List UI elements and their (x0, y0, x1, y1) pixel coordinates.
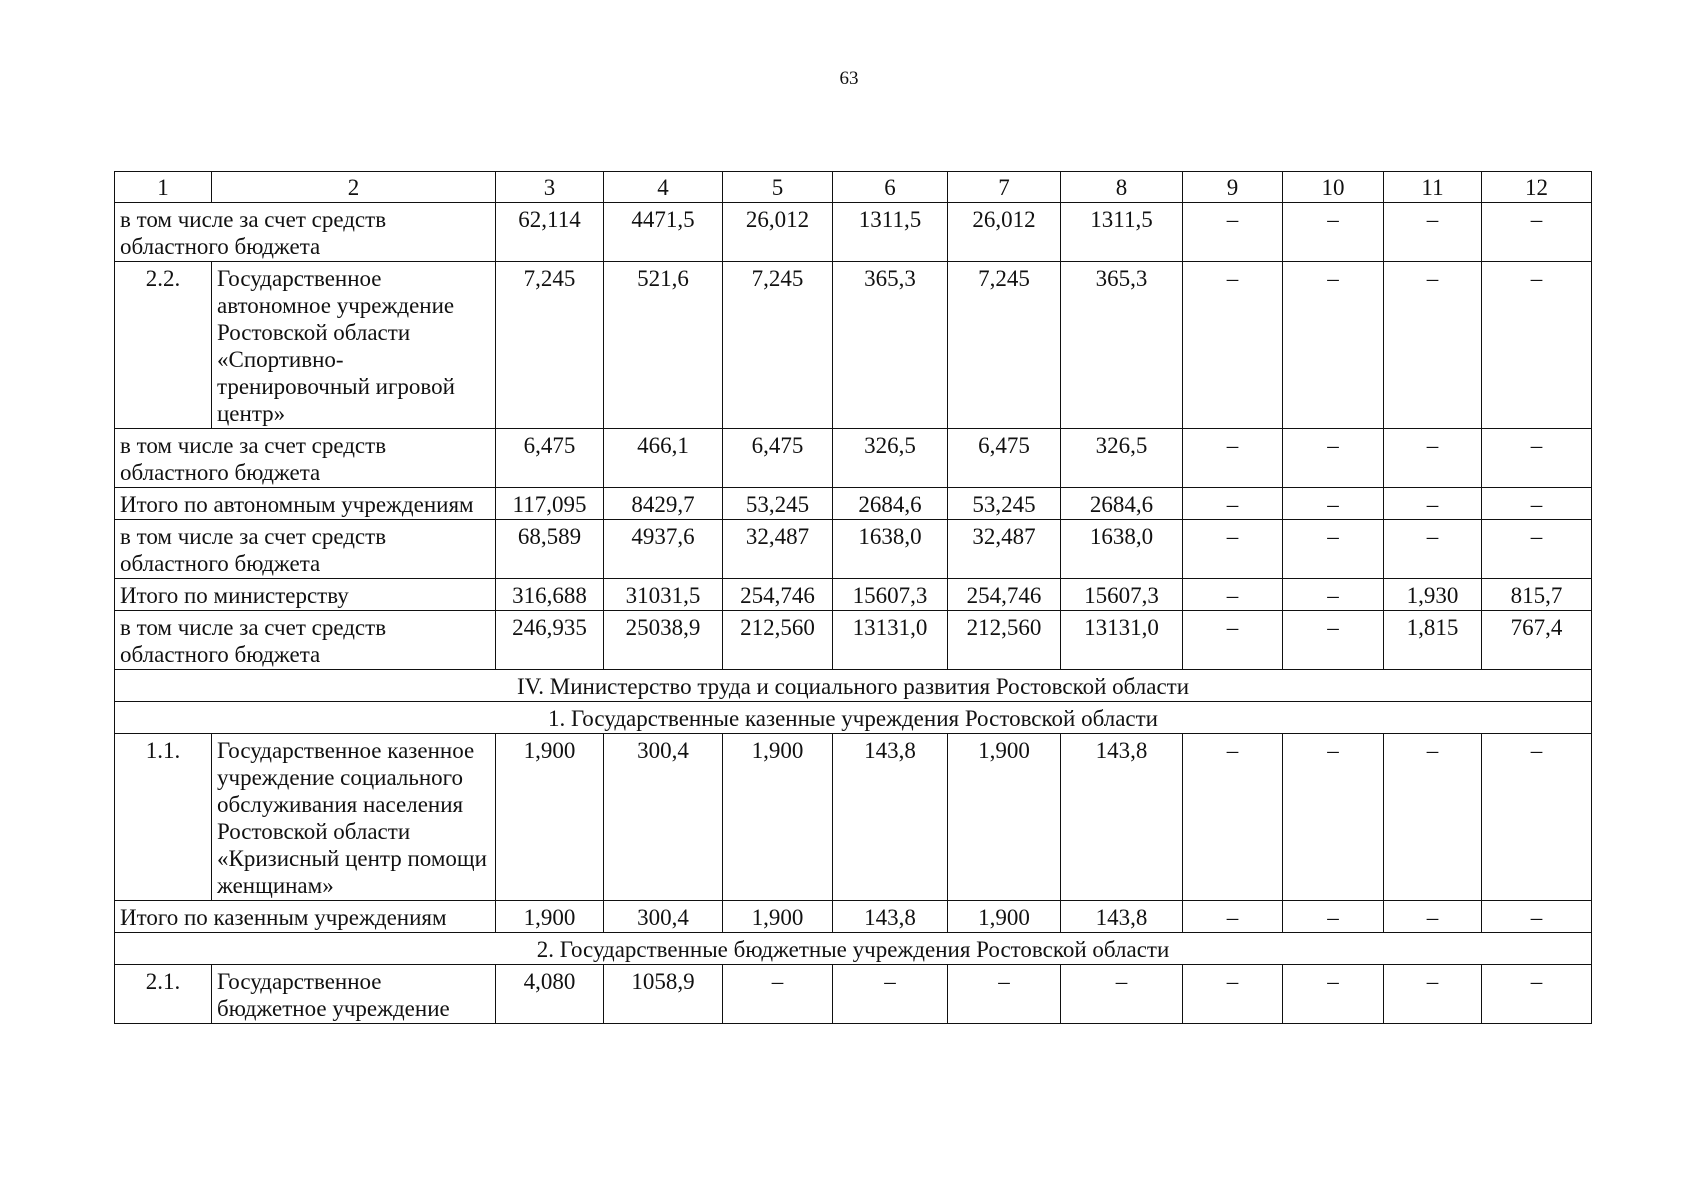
section-title: IV. Министерство труда и социального развития Ростовской области (115, 670, 1592, 702)
value-cell: – (1183, 965, 1283, 1024)
value-cell: 53,245 (723, 488, 833, 520)
column-number: 9 (1183, 172, 1283, 203)
value-cell: – (1283, 901, 1384, 933)
value-cell: 53,245 (948, 488, 1061, 520)
value-cell: – (1482, 965, 1592, 1024)
value-cell: 300,4 (604, 734, 723, 901)
section-header-row (115, 670, 1592, 702)
value-cell: 143,8 (833, 901, 948, 933)
value-cell: – (1283, 262, 1384, 429)
value-cell: 1,900 (496, 734, 604, 901)
row-number: 2.1. (115, 965, 212, 1024)
value-cell: – (833, 965, 948, 1024)
value-cell: 316,688 (496, 579, 604, 611)
value-cell: – (1183, 262, 1283, 429)
value-cell: 2684,6 (1061, 488, 1183, 520)
row-number: 2.2. (115, 262, 212, 429)
value-cell: 326,5 (1061, 429, 1183, 488)
value-cell: – (1183, 611, 1283, 670)
column-number: 11 (1384, 172, 1482, 203)
value-cell: 7,245 (723, 262, 833, 429)
budget-table (114, 171, 1592, 1024)
value-cell: – (1384, 488, 1482, 520)
section-header-row (115, 702, 1592, 734)
value-cell: – (1384, 965, 1482, 1024)
value-cell: 32,487 (723, 520, 833, 579)
value-cell: 13131,0 (833, 611, 948, 670)
value-cell: 15607,3 (1061, 579, 1183, 611)
value-cell: 1638,0 (833, 520, 948, 579)
row-label: Итого по министерству (115, 579, 496, 611)
section-title: 2. Государственные бюджетные учреждения Ростовской области (115, 933, 1592, 965)
value-cell: – (1183, 901, 1283, 933)
value-cell: 466,1 (604, 429, 723, 488)
value-cell: 31031,5 (604, 579, 723, 611)
column-number: 5 (723, 172, 833, 203)
row-label: Итого по казенным учреждениям (115, 901, 496, 933)
value-cell: – (1384, 262, 1482, 429)
value-cell: 300,4 (604, 901, 723, 933)
value-cell: – (1283, 429, 1384, 488)
column-number: 1 (115, 172, 212, 203)
value-cell: 32,487 (948, 520, 1061, 579)
row-label: в том числе за счет средств областного бюджета (115, 429, 496, 488)
value-cell: – (1283, 520, 1384, 579)
institution-name: Государственное автономное учреждение Ростовской области «Спортивно-тренировочный игровой центр» (212, 262, 496, 429)
value-cell: 6,475 (948, 429, 1061, 488)
value-cell: 7,245 (948, 262, 1061, 429)
subtotal-row (115, 203, 1592, 262)
value-cell: 7,245 (496, 262, 604, 429)
value-cell: – (1384, 520, 1482, 579)
value-cell: 26,012 (723, 203, 833, 262)
value-cell: – (1183, 734, 1283, 901)
value-cell: – (1183, 429, 1283, 488)
subtotal-row (115, 520, 1592, 579)
value-cell: 521,6 (604, 262, 723, 429)
column-number: 2 (212, 172, 496, 203)
value-cell: – (1482, 734, 1592, 901)
column-number: 6 (833, 172, 948, 203)
column-number: 12 (1482, 172, 1592, 203)
value-cell: – (1283, 611, 1384, 670)
page-number: 63 (839, 68, 859, 89)
value-cell: – (948, 965, 1061, 1024)
value-cell: 2684,6 (833, 488, 948, 520)
value-cell: – (1183, 203, 1283, 262)
institution-row (115, 734, 1592, 901)
value-cell: 254,746 (948, 579, 1061, 611)
value-cell: 212,560 (723, 611, 833, 670)
value-cell: – (1384, 203, 1482, 262)
value-cell: 767,4 (1482, 611, 1592, 670)
value-cell: 26,012 (948, 203, 1061, 262)
section-title: 1. Государственные казенные учреждения Ростовской области (115, 702, 1592, 734)
value-cell: 1,900 (948, 901, 1061, 933)
value-cell: – (1384, 734, 1482, 901)
value-cell: – (1482, 901, 1592, 933)
value-cell: 365,3 (1061, 262, 1183, 429)
value-cell: 365,3 (833, 262, 948, 429)
value-cell: – (1384, 429, 1482, 488)
value-cell: – (1283, 579, 1384, 611)
row-number: 1.1. (115, 734, 212, 901)
column-number: 3 (496, 172, 604, 203)
subtotal-row (115, 611, 1592, 670)
value-cell: – (1384, 901, 1482, 933)
value-cell: 143,8 (1061, 901, 1183, 933)
row-label: в том числе за счет средств областного бюджета (115, 520, 496, 579)
value-cell: – (1482, 203, 1592, 262)
value-cell: 1311,5 (1061, 203, 1183, 262)
value-cell: – (1283, 734, 1384, 901)
row-label: в том числе за счет средств областного бюджета (115, 611, 496, 670)
value-cell: – (1482, 488, 1592, 520)
value-cell: – (1283, 965, 1384, 1024)
value-cell: 4471,5 (604, 203, 723, 262)
value-cell: – (1482, 429, 1592, 488)
value-cell: – (1183, 488, 1283, 520)
value-cell: 6,475 (496, 429, 604, 488)
section-header-row (115, 933, 1592, 965)
subtotal-row (115, 579, 1592, 611)
value-cell: 1,930 (1384, 579, 1482, 611)
institution-name: Государственное бюджетное учреждение (212, 965, 496, 1024)
value-cell: – (1482, 262, 1592, 429)
value-cell: 8429,7 (604, 488, 723, 520)
value-cell: – (1283, 203, 1384, 262)
subtotal-row (115, 901, 1592, 933)
value-cell: 1311,5 (833, 203, 948, 262)
value-cell: 62,114 (496, 203, 604, 262)
value-cell: 326,5 (833, 429, 948, 488)
value-cell: – (1183, 579, 1283, 611)
value-cell: 1,900 (723, 734, 833, 901)
value-cell: 143,8 (1061, 734, 1183, 901)
value-cell: – (723, 965, 833, 1024)
value-cell: 4,080 (496, 965, 604, 1024)
value-cell: 1058,9 (604, 965, 723, 1024)
value-cell: 1,900 (948, 734, 1061, 901)
value-cell: 815,7 (1482, 579, 1592, 611)
subtotal-row (115, 488, 1592, 520)
value-cell: 254,746 (723, 579, 833, 611)
value-cell: – (1061, 965, 1183, 1024)
value-cell: 6,475 (723, 429, 833, 488)
value-cell: 143,8 (833, 734, 948, 901)
column-number: 8 (1061, 172, 1183, 203)
row-label: в том числе за счет средств областного бюджета (115, 203, 496, 262)
institution-row (115, 262, 1592, 429)
value-cell: – (1482, 520, 1592, 579)
value-cell: 1,900 (496, 901, 604, 933)
column-number-row (115, 172, 1592, 203)
row-label: Итого по автономным учреждениям (115, 488, 496, 520)
subtotal-row (115, 429, 1592, 488)
value-cell: 1,900 (723, 901, 833, 933)
value-cell: 1,815 (1384, 611, 1482, 670)
value-cell: 246,935 (496, 611, 604, 670)
column-number: 10 (1283, 172, 1384, 203)
column-number: 4 (604, 172, 723, 203)
value-cell: 4937,6 (604, 520, 723, 579)
value-cell: – (1283, 488, 1384, 520)
institution-name: Государственное казенное учреждение социального обслуживания населения Ростовской области «Кризисный центр помощи женщинам» (212, 734, 496, 901)
value-cell: 13131,0 (1061, 611, 1183, 670)
value-cell: 212,560 (948, 611, 1061, 670)
column-number: 7 (948, 172, 1061, 203)
value-cell: 1638,0 (1061, 520, 1183, 579)
value-cell: 15607,3 (833, 579, 948, 611)
value-cell: 25038,9 (604, 611, 723, 670)
value-cell: 117,095 (496, 488, 604, 520)
value-cell: – (1183, 520, 1283, 579)
institution-row (115, 965, 1592, 1024)
value-cell: 68,589 (496, 520, 604, 579)
